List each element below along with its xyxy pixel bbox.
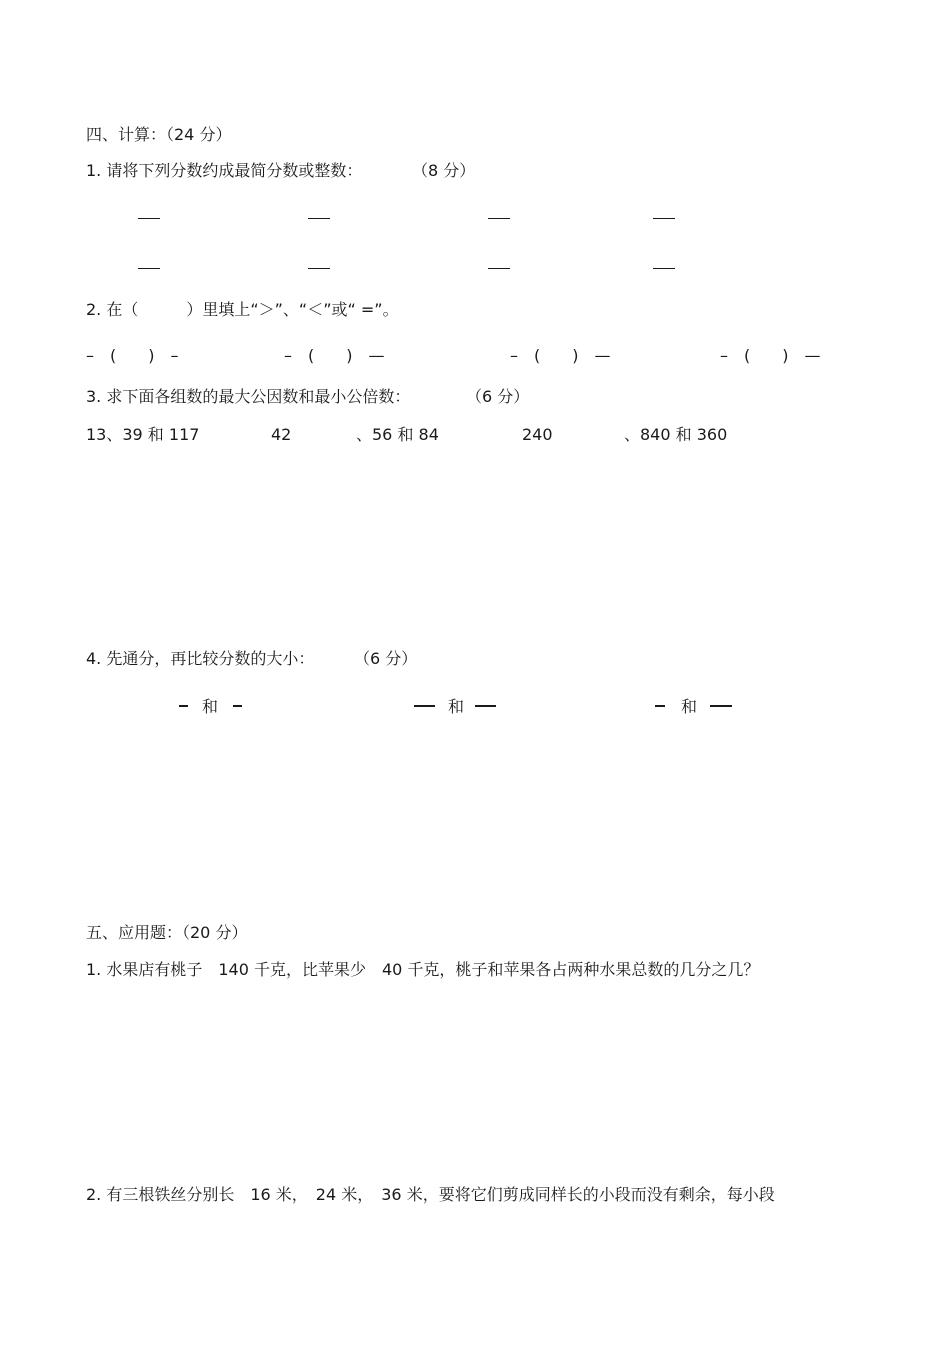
problem-1: 1. 水果店有桃子 140 千克，比苹果少 40 千克，桃子和苹果各占两种水果总数的几分之几？ <box>86 960 760 979</box>
join-word: 和 <box>448 697 465 716</box>
compare-item: – ( ) — <box>720 346 821 365</box>
number-group: 42 <box>271 425 292 444</box>
fraction-bar <box>308 218 330 219</box>
fraction-bar <box>488 218 510 219</box>
number-group: 240 <box>522 425 553 444</box>
q4-points: （6 分） <box>354 649 418 668</box>
join-word: 和 <box>202 697 219 716</box>
compare-item: – ( ) — <box>510 346 611 365</box>
q3-text: 3. 求下面各组数的最大公因数和最小公倍数： <box>86 387 411 406</box>
q1-text: 1. 请将下列分数约成最简分数或整数： <box>86 161 363 180</box>
compare-item: – ( ) — <box>284 346 385 365</box>
section-4-heading: 四、计算：（24 分） <box>86 125 232 144</box>
q4-text: 4. 先通分，再比较分数的大小： <box>86 649 315 668</box>
section-5-heading: 五、应用题：（20 分） <box>86 923 248 942</box>
join-word: 和 <box>681 697 698 716</box>
fraction-bar <box>488 268 510 269</box>
fraction-bar <box>655 705 665 707</box>
q2-text: 2. 在（ ）里填上“＞”、“＜”或“ =”。 <box>86 300 399 319</box>
problem-2: 2. 有三根铁丝分别长 16 米， 24 米， 36 米，要将它们剪成同样长的小段而没有剩余，每小段 <box>86 1185 775 1204</box>
fraction-bar <box>414 705 435 707</box>
fraction-bar <box>710 705 732 707</box>
fraction-bar <box>308 268 330 269</box>
fraction-bar <box>179 705 188 707</box>
q3-points: （6 分） <box>466 387 530 406</box>
fraction-bar <box>138 268 160 269</box>
q1-points: （8 分） <box>412 161 476 180</box>
fraction-bar <box>233 705 242 707</box>
number-group: 、56 和 84 <box>356 425 439 444</box>
number-group: 13、39 和 117 <box>86 425 200 444</box>
fraction-bar <box>475 705 496 707</box>
number-group: 、840 和 360 <box>624 425 728 444</box>
compare-item: – ( ) – <box>86 346 179 365</box>
fraction-bar <box>138 218 160 219</box>
fraction-bar <box>653 218 675 219</box>
fraction-bar <box>653 268 675 269</box>
